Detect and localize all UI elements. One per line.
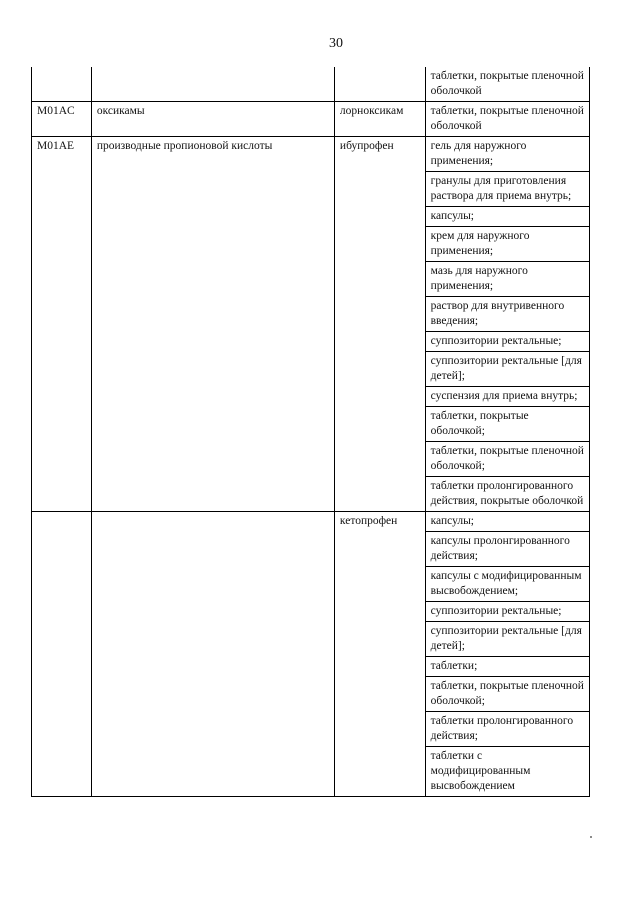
table-row	[31, 101, 590, 136]
group-cell	[91, 512, 334, 796]
dosage-form-item: таблетки, покрытые пленочной оболочкой	[430, 70, 584, 97]
dosage-forms-cell	[425, 67, 590, 101]
substance-cell: кетопрофен	[334, 512, 425, 796]
dosage-form-item: таблетки, покрытые пленочной оболочкой	[430, 105, 584, 132]
dosage-form-item: капсулы с модифицированным высвобождением;	[426, 567, 589, 602]
dosage-forms-cell	[425, 137, 590, 511]
dosage-form-item: гранулы для приготовления раствора для приема внутрь;	[426, 172, 589, 207]
dosage-form-item: таблетки, покрытые оболочкой;	[426, 407, 589, 442]
dosage-form-item: суппозитории ректальные;	[426, 602, 589, 622]
dosage-form-item: таблетки пролонгированного действия, покрытые оболочкой	[430, 480, 584, 507]
dosage-form-item: суспензия для приема внутрь;	[426, 387, 589, 407]
dosage-form-item: суппозитории ректальные;	[426, 332, 589, 352]
table-row	[31, 136, 590, 511]
dosage-form-item: таблетки пролонгированного действия;	[426, 712, 589, 747]
dosage-form-item: таблетки, покрытые пленочной оболочкой;	[426, 442, 589, 477]
dosage-form-item: таблетки;	[426, 657, 589, 677]
dosage-form-item: суппозитории ректальные [для детей];	[426, 352, 589, 387]
dosage-form-item: капсулы пролонгированного действия;	[426, 532, 589, 567]
scan-dot	[590, 836, 592, 838]
table-row	[31, 511, 590, 796]
dosage-forms-cell	[425, 102, 590, 136]
atc-code-cell: M01AE	[31, 137, 91, 511]
drug-table	[31, 67, 590, 797]
page-number: 30	[329, 36, 343, 51]
atc-code-cell: M01AC	[31, 102, 91, 136]
atc-code-cell	[31, 512, 91, 796]
table-row	[31, 67, 590, 101]
substance-cell: лорноксикам	[334, 102, 425, 136]
dosage-form-item: таблетки с модифицированным высвобождением	[430, 750, 531, 792]
group-cell: производные пропионовой кислоты	[91, 137, 334, 511]
group-cell: оксикамы	[91, 102, 334, 136]
dosage-form-item: гель для наружного применения;	[426, 137, 589, 172]
dosage-form-item: раствор для внутривенного введения;	[426, 297, 589, 332]
dosage-form-item: крем для наружного применения;	[426, 227, 589, 262]
dosage-form-item: суппозитории ректальные [для детей];	[426, 622, 589, 657]
atc-code-cell	[31, 67, 91, 101]
dosage-forms-cell	[425, 512, 590, 796]
substance-cell	[334, 67, 425, 101]
dosage-form-item: капсулы;	[426, 207, 589, 227]
dosage-form-item: таблетки, покрытые пленочной оболочкой;	[426, 677, 589, 712]
substance-cell: ибупрофен	[334, 137, 425, 511]
group-cell	[91, 67, 334, 101]
dosage-form-item: капсулы;	[426, 512, 589, 532]
dosage-form-item: мазь для наружного применения;	[426, 262, 589, 297]
